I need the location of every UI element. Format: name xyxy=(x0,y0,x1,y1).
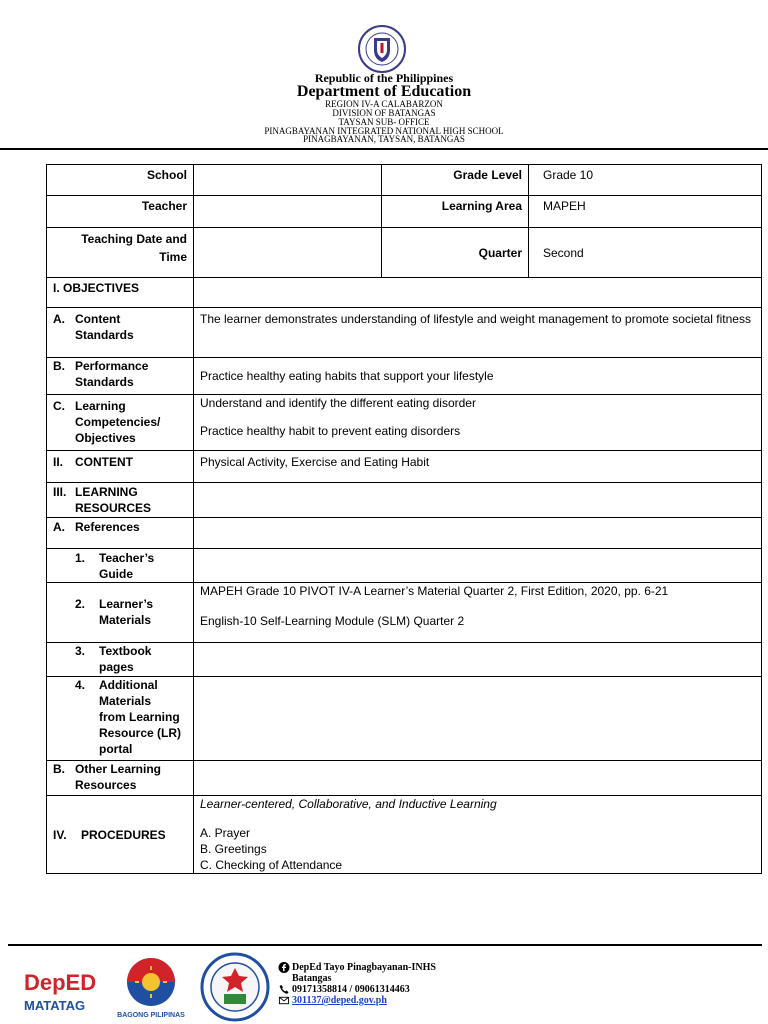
contact-info xyxy=(278,962,436,1006)
label-line: Competencies/ xyxy=(75,415,161,429)
label-line: LEARNING xyxy=(75,485,138,499)
teachers-guide-value[interactable] xyxy=(194,549,762,583)
row-marker: C. xyxy=(53,399,65,413)
references-value[interactable] xyxy=(194,518,762,549)
learning-resources-label xyxy=(47,483,194,518)
table-row xyxy=(47,165,762,196)
facebook-page-name[interactable]: DepEd Tayo Pinagbayanan-INHS xyxy=(292,962,436,973)
label-line: RESOURCES xyxy=(75,501,152,515)
textbook-pages-label xyxy=(47,643,194,677)
table-row xyxy=(47,796,762,874)
republic-line: Republic of the Philippines xyxy=(314,71,454,85)
material-item: English-10 Self-Learning Module (SLM) Quarter 2 xyxy=(200,614,465,628)
phone-icon xyxy=(278,984,290,995)
label-line: Content xyxy=(75,312,121,326)
procedures-value[interactable] xyxy=(194,796,762,874)
table-row xyxy=(47,228,762,278)
procedure-step: C. Checking of Attendance xyxy=(200,858,343,872)
bagong-pilipinas-logo xyxy=(115,954,187,1020)
header-rule xyxy=(0,148,768,150)
row-marker: 4. xyxy=(75,678,86,692)
row-marker: II. xyxy=(53,455,64,469)
label-line: Textbook xyxy=(99,644,152,658)
row-marker: 1. xyxy=(75,551,86,565)
school-name-line: PINAGBAYANAN INTEGRATED NATIONAL HIGH SCHOOL xyxy=(264,126,504,136)
phone-row xyxy=(278,984,436,995)
deped-seal-icon xyxy=(353,24,411,74)
label-line: Objectives xyxy=(75,431,136,445)
label-line: Materials xyxy=(99,613,152,627)
label-line: Guide xyxy=(99,567,134,581)
material-item: MAPEH Grade 10 PIVOT IV-A Learner’s Material Quarter 2, First Edition, 2020, pp. 6-21 xyxy=(200,584,669,598)
location: Batangas xyxy=(292,973,332,984)
procedures-label xyxy=(47,796,194,874)
label-line: Standards xyxy=(75,328,134,342)
table-row xyxy=(47,308,762,358)
performance-standards-value[interactable]: Practice healthy eating habits that support your lifestyle xyxy=(194,358,762,395)
label-line: Learning xyxy=(75,399,126,413)
label-line: Additional xyxy=(99,678,158,692)
table-row xyxy=(47,761,762,796)
learning-area-label: Learning Area xyxy=(382,196,529,228)
table-row xyxy=(47,451,762,483)
bagong-pilipinas-text: BAGONG PILIPINAS xyxy=(117,1012,185,1019)
content-value[interactable]: Physical Activity, Exercise and Eating Habit xyxy=(194,451,762,483)
row-marker: III. xyxy=(53,485,67,499)
teaching-date-value[interactable] xyxy=(194,228,382,278)
teaching-date-label-line2: Time xyxy=(159,250,187,264)
quarter-value[interactable]: Second xyxy=(529,228,762,278)
quarter-label: Quarter xyxy=(382,228,529,278)
school-value[interactable] xyxy=(194,165,382,196)
textbook-pages-value[interactable] xyxy=(194,643,762,677)
region-line: REGION IV-A CALABARZON xyxy=(325,99,443,109)
department-name: Department of Education xyxy=(296,83,472,100)
teachers-guide-label xyxy=(47,549,194,583)
table-row xyxy=(47,483,762,518)
table-row xyxy=(47,358,762,395)
table-row xyxy=(47,677,762,761)
letterhead xyxy=(0,0,768,150)
mail-icon xyxy=(278,995,290,1006)
competency-item: Understand and identify the different eating disorder xyxy=(200,396,476,410)
footer-rule xyxy=(8,944,762,946)
row-marker: B. xyxy=(53,762,65,776)
additional-materials-label xyxy=(47,677,194,761)
label-line: Learner’s xyxy=(99,597,154,611)
school-label: School xyxy=(47,165,194,196)
table-row xyxy=(47,196,762,228)
teacher-value[interactable] xyxy=(194,196,382,228)
label-line: Other Learning xyxy=(75,762,162,776)
row-marker: B. xyxy=(53,359,65,373)
footer xyxy=(0,936,768,1024)
learning-area-value[interactable]: MAPEH xyxy=(529,196,762,228)
lesson-plan-table xyxy=(46,164,762,874)
deped-logo-text: DepED xyxy=(24,970,97,995)
teacher-label: Teacher xyxy=(47,196,194,228)
label-line: Standards xyxy=(75,375,134,389)
label-line: Teacher’s xyxy=(99,551,155,565)
additional-materials-value[interactable] xyxy=(194,677,762,761)
phone-numbers: 09171358814 / 09061314463 xyxy=(292,984,410,995)
grade-level-value[interactable]: Grade 10 xyxy=(529,165,762,196)
references-label xyxy=(47,518,194,549)
competencies-label xyxy=(47,395,194,451)
content-standards-value[interactable]: The learner demonstrates understanding of lifestyle and weight management to promote societal fitness xyxy=(194,308,762,358)
sub-office-line: TAYSAN SUB- OFFICE xyxy=(338,117,430,127)
table-row xyxy=(47,395,762,451)
row-marker: 3. xyxy=(75,644,86,658)
email-row xyxy=(278,995,436,1006)
objectives-heading: I. OBJECTIVES xyxy=(47,278,194,308)
grade-level-label: Grade Level xyxy=(382,165,529,196)
procedures-approach: Learner-centered, Collaborative, and Inductive Learning xyxy=(200,797,497,811)
other-resources-value[interactable] xyxy=(194,761,762,796)
label-line: CONTENT xyxy=(75,455,133,469)
row-marker: 2. xyxy=(75,597,86,611)
label-line: from Learning xyxy=(99,710,180,724)
row-marker: A. xyxy=(53,520,65,534)
matatag-logo-text: MATATAG xyxy=(24,998,86,1013)
procedure-step: B. Greetings xyxy=(200,842,267,856)
label-line: pages xyxy=(99,660,134,674)
table-row xyxy=(47,549,762,583)
other-resources-label xyxy=(47,761,194,796)
label-line: References xyxy=(75,520,140,534)
school-address-line: PINAGBAYANAN, TAYSAN, BATANGAS xyxy=(303,134,465,144)
school-seal-icon xyxy=(200,952,270,1022)
label-line: Resources xyxy=(75,778,137,792)
label-line: Materials xyxy=(99,694,152,708)
facebook-row xyxy=(278,962,436,973)
teaching-date-label xyxy=(47,228,194,278)
deped-matatag-logo xyxy=(22,958,102,1018)
row-marker: A. xyxy=(53,312,65,326)
procedure-step: A. Prayer xyxy=(200,826,251,840)
division-line: DIVISION OF BATANGAS xyxy=(332,108,436,118)
label-line: Performance xyxy=(75,359,149,373)
learning-resources-value[interactable] xyxy=(194,483,762,518)
label-line: Resource (LR) xyxy=(99,726,182,740)
table-row xyxy=(47,518,762,549)
table-row xyxy=(47,278,762,308)
table-row xyxy=(47,643,762,677)
performance-standards-label xyxy=(47,358,194,395)
label-line: portal xyxy=(99,742,133,756)
objectives-value[interactable] xyxy=(194,278,762,308)
facebook-icon xyxy=(278,962,290,973)
learners-materials-value[interactable] xyxy=(194,583,762,643)
table-row xyxy=(47,583,762,643)
learners-materials-label xyxy=(47,583,194,643)
content-label xyxy=(47,451,194,483)
competencies-value[interactable] xyxy=(194,395,762,451)
competency-item: Practice healthy habit to prevent eating disorders xyxy=(200,424,461,438)
teaching-date-label-line1: Teaching Date and xyxy=(81,232,187,246)
row-marker: IV. xyxy=(53,827,67,842)
label-line: PROCEDURES xyxy=(81,827,166,842)
email-link[interactable]: 301137@deped.gov.ph xyxy=(292,995,387,1006)
content-standards-label xyxy=(47,308,194,358)
